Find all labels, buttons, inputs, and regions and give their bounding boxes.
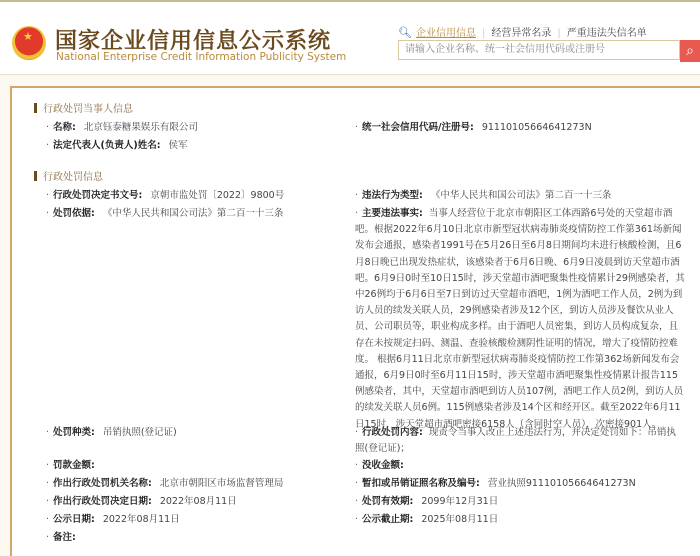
search-input[interactable]: 请输入企业名称、统一社会信用代码或注册号 [398, 40, 680, 60]
nav-blacklist[interactable]: 严重违法失信名单 [566, 28, 647, 39]
nav-enterprise-credit[interactable]: 企业信用信息 [415, 28, 476, 39]
section-title-penalty: 行政处罚信息 [34, 168, 103, 183]
search-type-nav [398, 24, 647, 39]
site-header [0, 2, 700, 75]
search-button[interactable] [680, 40, 700, 62]
national-emblem-icon: ★ [12, 26, 46, 60]
field-publish-date: · 公示日期: 2022年08月11日 [46, 514, 180, 525]
field-credit-code: · 统一社会信用代码/注册号: 91110105664641273N [355, 122, 592, 133]
field-validity: · 处罚有效期: 2099年12月31日 [355, 496, 499, 507]
field-name: · 名称: 北京钰泰糖果娱乐有限公司 [46, 122, 198, 133]
search-icon: ⌕ [686, 43, 694, 59]
field-penalty-content: · 行政处罚内容: 现责令当事人改正上述违法行为，并决定处罚如下：吊销执照(登记证)； [355, 427, 676, 455]
divider: | [481, 28, 486, 39]
field-main-facts: · 主要违法事实: 当事人经营位于北京市朝阳区工体西路6号处的天堂超市酒吧。根据2022年6月10日北京市新型冠状病毒肺炎疫情防控工作第361场新闻发布会通报，感染者1991号在5月26日至6月8日期间均未进行核酸检测，且6月8日晚已出现发热症状，该感染者于6月6日晚、6月9日凌晨到访天堂超市酒吧。6月9日0时至10日15时，涉天堂超市酒吧聚集性疫情累计29例感染者，其中26例均于6月6日至7日到访过天堂超市酒吧，1例为酒吧工作人员，2例为到访人员的续发关联人员，29例感染者涉及12个区，到访人员涉及餐饮从业人员、公司职员等，职业构成多样。由于酒吧人员密集，到访人员构成复杂，且存在未按规定扫码、测温、查验核酸检测阴性证明的情况，增大了疫情防控难度。 根据6月11日北京市新型冠状病毒肺炎疫情防控工作第362场新闻发布会通报，6月9日0时至6月11日15时，涉天堂超市酒吧聚集性疫情累计报告115例感染者，其中，天堂超市酒吧到访人员107例，酒吧工作人员2例，到访人员的续发关联人员6例。115例感染者涉及14个区和经开区。截至2022年6月11日15时，涉天堂超市酒吧密接6158人（含同时空人员），次密接901人。 [355, 208, 685, 430]
section-marker [34, 171, 37, 181]
field-doc-no: · 行政处罚决定书文号: 京朝市监处罚〔2022〕9800号 [46, 190, 285, 201]
section-title-party: 行政处罚当事人信息 [34, 100, 133, 115]
field-penalty-type: · 处罚种类: 吊销执照(登记证) [46, 427, 177, 438]
field-violation-type: · 违法行为类型: 《中华人民共和国公司法》第二百一十三条 [355, 190, 612, 201]
field-authority: · 作出行政处罚机关名称: 北京市朝阳区市场监督管理局 [46, 478, 284, 489]
nav-abnormal-list[interactable]: 经营异常名录 [491, 28, 552, 39]
field-fine: · 罚款金额: [46, 460, 95, 471]
field-license: · 暂扣或吊销证照名称及编号: 营业执照91110105664641273N [355, 478, 636, 489]
field-basis: · 处罚依据: 《中华人民共和国公司法》第二百一十三条 [46, 208, 284, 219]
field-publish-end: · 公示截止期: 2025年08月11日 [355, 514, 499, 525]
field-decision-date: · 作出行政处罚决定日期: 2022年08月11日 [46, 496, 237, 507]
logo-title-en: National Enterprise Credit Information Publicity System [56, 51, 347, 63]
search-icon: 🔍︎ [398, 26, 412, 39]
field-remark: · 备注: [46, 532, 76, 543]
logo-title-cn[interactable]: 国家企业信用信息公示系统 [55, 29, 332, 54]
field-legal-rep: · 法定代表人(负责人)姓名: 侯军 [46, 140, 188, 151]
divider: | [557, 28, 561, 39]
section-marker [34, 103, 37, 113]
field-confiscation: · 没收金额: [355, 460, 404, 471]
